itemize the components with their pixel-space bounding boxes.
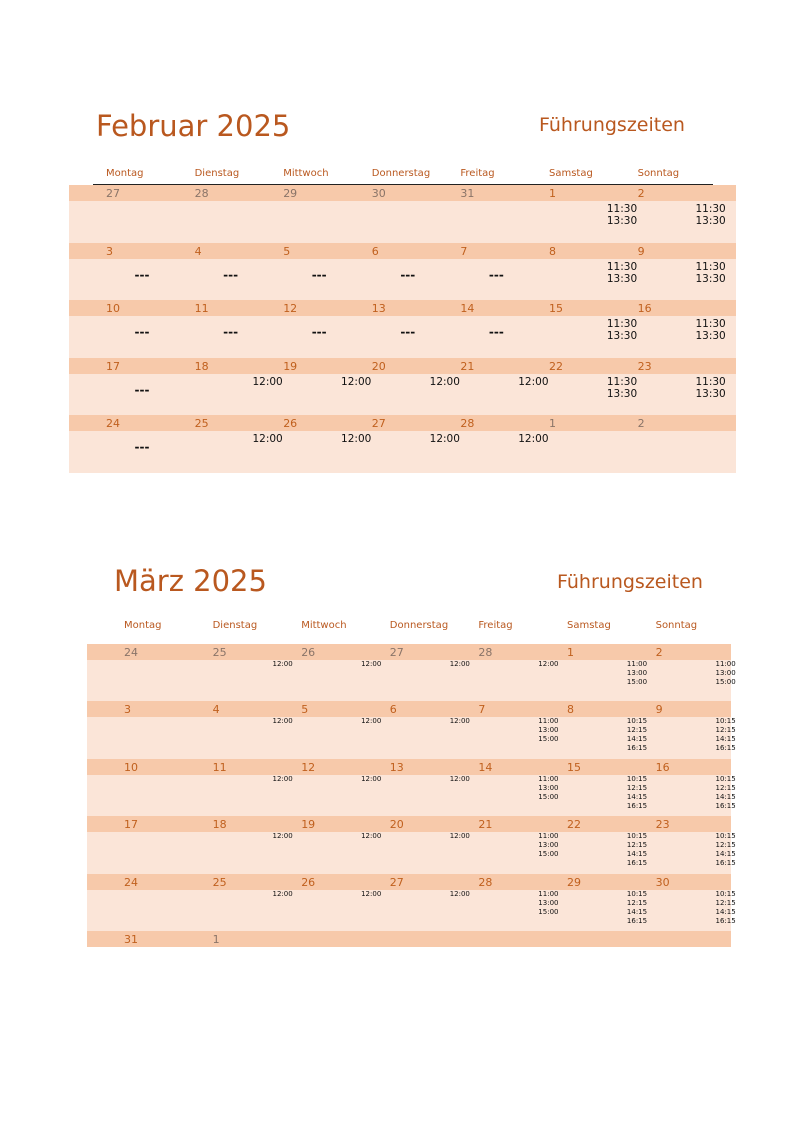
day-number: 6 (371, 244, 379, 258)
time-slot: 13:30 (606, 272, 638, 285)
no-tour-marker (388, 269, 428, 281)
time-slot: 12:00 (361, 889, 382, 898)
tour-times (617, 832, 657, 868)
month-title: März 2025 (114, 564, 267, 598)
dash-text: --- (134, 267, 150, 282)
time-slot: 11:30 (695, 260, 726, 273)
tour-times (706, 660, 746, 687)
tour-times (440, 717, 480, 726)
time-slot: 12:00 (252, 375, 283, 388)
day-number: 28 (194, 187, 209, 200)
time-slot: 10:15 (715, 774, 736, 783)
tour-times (351, 660, 391, 669)
day-number: 12 (283, 302, 298, 315)
day-number: 15 (567, 760, 581, 774)
week-row (69, 415, 736, 473)
day-number: 25 (212, 875, 227, 889)
day-number: 13 (371, 302, 386, 315)
tour-times (425, 376, 465, 388)
week-row (87, 816, 736, 873)
time-slot: 11:30 (606, 203, 638, 215)
date-band (69, 243, 736, 259)
tour-times (425, 433, 465, 445)
time-slot: 10:15 (626, 774, 648, 783)
time-slot: 14:15 (715, 850, 736, 859)
time-slot: 12:15 (626, 841, 648, 850)
tour-times (263, 717, 303, 726)
time-slot: 13:30 (606, 215, 638, 227)
day-number: 21 (460, 359, 475, 373)
time-slot: 13:30 (695, 215, 726, 227)
time-slot: 12:15 (715, 841, 736, 850)
time-slot: 15:00 (538, 850, 559, 859)
day-number: 11 (212, 760, 227, 774)
day-number: 25 (194, 417, 209, 430)
time-slot: 10:15 (715, 832, 736, 841)
day-number: 8 (549, 244, 556, 258)
time-slot: 12:15 (626, 783, 648, 792)
time-slot: 16:15 (626, 744, 648, 753)
day-number: 5 (301, 703, 309, 717)
time-slot: 15:00 (626, 678, 648, 686)
time-slot: 13:30 (606, 387, 638, 400)
time-slot: 14:15 (626, 907, 648, 916)
time-slot: 12:00 (272, 774, 293, 783)
time-slot: 12:00 (361, 717, 382, 726)
tour-times (528, 832, 568, 859)
day-number: 30 (655, 875, 670, 889)
no-tour-marker (122, 326, 162, 338)
tour-times (263, 832, 303, 841)
day-number: 11 (194, 302, 209, 315)
time-slot: 14:15 (715, 735, 736, 744)
dash-text: --- (400, 325, 416, 339)
time-slot: 12:00 (429, 375, 460, 388)
time-slot: 10:15 (715, 889, 736, 898)
tour-times (528, 775, 568, 802)
dash-text: --- (134, 382, 150, 397)
day-number: 20 (389, 818, 404, 832)
time-slot: 10:15 (626, 889, 648, 898)
week-row (87, 701, 736, 758)
time-slot: 12:00 (429, 433, 460, 445)
no-tour-marker (211, 269, 251, 281)
tour-times (351, 832, 391, 841)
dash-text: --- (311, 325, 327, 339)
tour-times (691, 203, 731, 227)
tour-times (602, 376, 642, 400)
day-number: 28 (460, 417, 475, 430)
day-number: 19 (283, 359, 298, 373)
dash-text: --- (223, 325, 239, 339)
day-number: 12 (301, 760, 316, 774)
tour-times (617, 717, 657, 753)
time-slot: 13:00 (538, 898, 559, 907)
time-slot: 10:15 (626, 832, 648, 841)
week-row (87, 874, 736, 931)
tour-times (691, 261, 731, 285)
time-slot: 15:00 (538, 735, 559, 744)
tour-times (617, 890, 657, 926)
day-number: 26 (301, 875, 316, 889)
day-number: 1 (549, 417, 556, 430)
tour-times (513, 433, 553, 445)
time-slot: 11:00 (626, 660, 648, 668)
no-tour-marker (211, 326, 251, 338)
dash-text: --- (488, 267, 504, 282)
time-slot: 12:00 (449, 774, 470, 783)
weekday-freitag: Freitag (460, 168, 495, 179)
tour-times (602, 261, 642, 285)
day-number: 14 (478, 760, 493, 774)
time-slot: 13:30 (695, 330, 726, 342)
section-subtitle: Führungszeiten (539, 114, 685, 136)
time-slot: 12:00 (449, 717, 470, 726)
day-number: 22 (567, 818, 581, 832)
no-tour-marker (299, 326, 339, 338)
day-number: 27 (106, 187, 120, 200)
weekday-montag: Montag (124, 620, 162, 631)
time-slot: 10:15 (715, 717, 736, 726)
dash-text: --- (488, 325, 504, 339)
time-slot: 11:30 (695, 375, 726, 388)
no-tour-marker (122, 441, 162, 453)
day-number: 25 (212, 646, 227, 659)
time-slot: 12:15 (715, 898, 736, 907)
time-slot: 16:15 (626, 801, 648, 810)
tour-times (602, 203, 642, 227)
weekday-freitag: Freitag (478, 620, 513, 631)
time-slot: 12:00 (272, 717, 293, 726)
day-number: 19 (301, 818, 316, 832)
time-slot: 11:00 (538, 717, 559, 726)
day-number: 26 (283, 417, 298, 430)
no-tour-marker (122, 384, 162, 396)
day-number: 10 (124, 760, 138, 774)
day-number: 24 (124, 875, 138, 889)
weekday-dienstag: Dienstag (194, 168, 240, 179)
tour-times (528, 717, 568, 744)
date-band (69, 300, 736, 316)
tour-times (336, 433, 376, 445)
time-slot: 12:15 (626, 898, 648, 907)
week-row (87, 931, 731, 947)
time-slot: 15:00 (715, 678, 736, 686)
time-slot: 12:00 (518, 433, 549, 445)
tour-times (513, 376, 553, 388)
tour-times (440, 660, 480, 669)
date-band (87, 701, 731, 717)
day-number: 29 (567, 875, 581, 889)
date-band (69, 185, 736, 201)
weekday-donnerstag: Donnerstag (371, 168, 431, 179)
time-slot: 12:00 (361, 832, 382, 841)
tour-times (336, 376, 376, 388)
weekday-donnerstag: Donnerstag (389, 620, 449, 631)
no-tour-marker (299, 269, 339, 281)
day-number: 6 (389, 703, 397, 717)
tour-times (263, 890, 303, 899)
time-slot: 12:15 (626, 726, 648, 735)
dash-text: --- (311, 267, 327, 282)
time-slot: 13:00 (626, 669, 648, 677)
time-slot: 12:00 (538, 660, 559, 668)
day-number: 8 (567, 703, 574, 717)
time-slot: 12:00 (361, 660, 382, 668)
week-row (69, 243, 736, 301)
weekday-sonntag: Sonntag (655, 620, 698, 631)
time-slot: 16:15 (626, 916, 648, 925)
date-band (87, 759, 731, 775)
day-number: 29 (283, 187, 298, 200)
tour-times (440, 775, 480, 784)
dash-text: --- (134, 325, 150, 339)
time-slot: 12:00 (272, 660, 293, 668)
weekday-mittwoch: Mittwoch (283, 168, 329, 179)
day-number: 2 (637, 417, 645, 430)
time-slot: 16:15 (626, 859, 648, 868)
time-slot: 12:00 (449, 832, 470, 841)
time-slot: 11:30 (695, 318, 726, 330)
time-slot: 12:00 (341, 375, 372, 388)
day-number: 14 (460, 302, 475, 315)
time-slot: 11:00 (538, 889, 559, 898)
time-slot: 11:00 (538, 774, 559, 783)
day-number: 24 (106, 417, 120, 430)
day-number: 7 (478, 703, 486, 717)
day-number: 24 (124, 646, 138, 659)
no-tour-marker (388, 326, 428, 338)
time-slot: 12:00 (252, 433, 283, 445)
weekday-dienstag: Dienstag (212, 620, 258, 631)
day-number: 31 (124, 933, 138, 946)
tour-times (263, 775, 303, 784)
week-row (69, 185, 736, 243)
day-number: 15 (549, 302, 563, 315)
time-slot: 12:00 (449, 660, 470, 668)
no-tour-marker (476, 269, 516, 281)
day-number: 3 (124, 703, 131, 717)
day-number: 2 (655, 646, 663, 659)
tour-times (248, 433, 288, 445)
day-number: 20 (371, 359, 386, 373)
weekday-samstag: Samstag (549, 168, 593, 179)
time-slot: 13:30 (695, 387, 726, 400)
time-slot: 13:00 (538, 783, 559, 792)
day-number: 10 (106, 302, 120, 315)
time-slot: 16:15 (715, 801, 736, 810)
day-number: 18 (212, 818, 227, 832)
tour-times (440, 832, 480, 841)
date-band (87, 931, 731, 947)
day-number: 21 (478, 818, 493, 832)
month-title: Februar 2025 (96, 109, 291, 143)
day-number: 23 (637, 359, 652, 373)
week-row (87, 759, 736, 816)
section-subtitle: Führungszeiten (557, 571, 703, 593)
day-number: 31 (460, 187, 475, 200)
tour-times (528, 660, 568, 669)
day-number: 4 (212, 703, 220, 717)
time-slot: 12:00 (449, 889, 470, 898)
tour-times (528, 890, 568, 917)
day-number: 1 (212, 933, 220, 946)
weekday-samstag: Samstag (567, 620, 611, 631)
day-number: 5 (283, 244, 291, 258)
tour-times (691, 376, 731, 400)
day-number: 28 (478, 646, 493, 659)
day-number: 30 (371, 187, 386, 200)
tour-times (440, 890, 480, 899)
day-number: 1 (549, 187, 556, 200)
tour-times (691, 318, 731, 342)
tour-times (248, 376, 288, 388)
date-band (87, 816, 731, 832)
tour-times (351, 717, 391, 726)
date-band (87, 644, 731, 660)
day-number: 17 (124, 818, 138, 832)
day-number: 4 (194, 244, 202, 258)
no-tour-marker (476, 326, 516, 338)
weekday-montag: Montag (106, 168, 144, 179)
time-slot: 12:00 (518, 375, 549, 388)
day-number: 9 (655, 703, 663, 717)
date-band (69, 415, 736, 431)
time-slot: 14:15 (626, 735, 648, 744)
tour-times (617, 775, 657, 811)
time-slot: 14:15 (626, 792, 648, 801)
day-number: 16 (655, 760, 670, 774)
time-slot: 11:30 (695, 203, 726, 215)
day-number: 16 (637, 302, 652, 315)
day-number: 9 (637, 244, 645, 258)
time-slot: 16:15 (715, 744, 736, 753)
day-number: 26 (301, 646, 316, 659)
day-number: 13 (389, 760, 404, 774)
time-slot: 12:15 (715, 726, 736, 735)
day-number: 22 (549, 359, 563, 373)
time-slot: 12:00 (272, 889, 293, 898)
tour-times (706, 775, 746, 811)
date-band (69, 358, 736, 374)
tour-times (706, 832, 746, 868)
time-slot: 13:00 (538, 841, 559, 850)
time-slot: 11:30 (606, 375, 638, 388)
tour-times (263, 660, 303, 669)
dash-text: --- (134, 440, 150, 454)
day-number: 27 (389, 646, 404, 659)
no-tour-marker (122, 269, 162, 281)
time-slot: 15:00 (538, 907, 559, 916)
tour-times (706, 890, 746, 926)
time-slot: 16:15 (715, 916, 736, 925)
day-number: 3 (106, 244, 113, 258)
time-slot: 11:30 (606, 318, 638, 330)
time-slot: 14:15 (715, 792, 736, 801)
time-slot: 12:00 (341, 433, 372, 445)
time-slot: 10:15 (626, 717, 648, 726)
time-slot: 13:00 (538, 726, 559, 735)
day-number: 1 (567, 646, 574, 659)
time-slot: 13:00 (715, 669, 736, 677)
time-slot: 11:00 (715, 660, 736, 668)
weekday-sonntag: Sonntag (637, 168, 680, 179)
time-slot: 15:00 (538, 792, 559, 801)
time-slot: 16:15 (715, 859, 736, 868)
time-slot: 14:15 (626, 850, 648, 859)
tour-times (617, 660, 657, 687)
tour-times (706, 717, 746, 753)
time-slot: 11:00 (538, 832, 559, 841)
day-number: 27 (389, 875, 404, 889)
day-number: 27 (371, 417, 386, 430)
time-slot: 11:30 (606, 260, 638, 273)
time-slot: 12:15 (715, 783, 736, 792)
tour-times (351, 775, 391, 784)
day-number: 17 (106, 359, 120, 373)
tour-times (351, 890, 391, 899)
week-row (69, 300, 736, 358)
time-slot: 13:30 (695, 272, 726, 285)
day-number: 23 (655, 818, 670, 832)
date-band (87, 874, 731, 890)
week-row (69, 358, 736, 416)
day-number: 2 (637, 187, 645, 200)
dash-text: --- (400, 267, 416, 282)
dash-text: --- (223, 267, 239, 282)
times-band (69, 431, 736, 473)
week-row (87, 644, 736, 701)
day-number: 7 (460, 244, 468, 258)
weekday-mittwoch: Mittwoch (301, 620, 347, 631)
time-slot: 13:30 (606, 330, 638, 342)
tour-times (602, 318, 642, 342)
time-slot: 12:00 (361, 774, 382, 783)
time-slot: 12:00 (272, 832, 293, 841)
day-number: 18 (194, 359, 209, 373)
time-slot: 14:15 (715, 907, 736, 916)
day-number: 28 (478, 875, 493, 889)
